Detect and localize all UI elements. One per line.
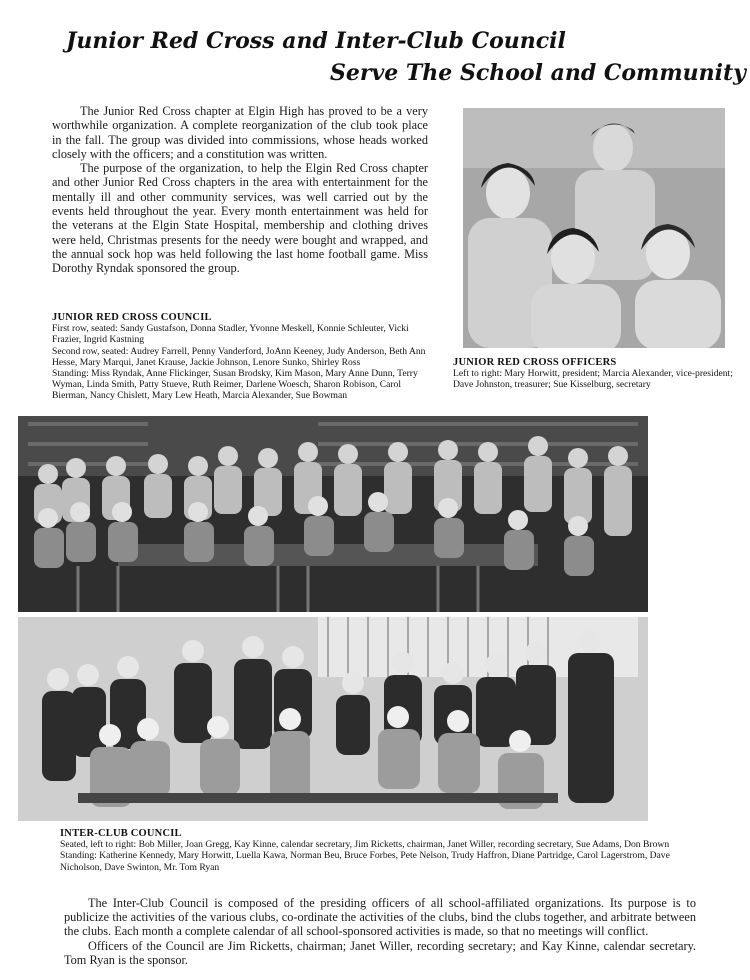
intro-paragraph-2: The purpose of the organization, to help the Elgin Red Cross chapter and other Junior Red Cross chapters in the area with entertainment for the mentally ill and other community services, was well carried out by the events held throughout the year. Every month entertainment was held for the veterans at the Elgin State Hospital, membership and clothing drives were held, Christmas presents for the needy were bought and wrapped, and the annual sock hop was held following the last home football game. Miss Dorothy Ryndak sponsored the group. (52, 161, 428, 276)
officers-caption-heading: JUNIOR RED CROSS OFFICERS (453, 357, 617, 368)
page-title-line-2: Serve The School and Community (330, 60, 746, 86)
inter-club-caption (60, 828, 698, 873)
officers-photo (463, 108, 725, 348)
council-caption-row-1: First row, seated: Sandy Gustafson, Donna Stadler, Yvonne Meskell, Konnie Schleuter, Vicki Frazier, Ingrid Kastning (52, 323, 409, 346)
inter-club-caption-row-1: Seated, left to right: Bob Miller, Joan Gregg, Kay Kinne, calendar secretary, Jim Ricketts, chairman, Janet Willer, recording secretary, Sue Adams, Don Brown (60, 839, 670, 851)
inter-club-caption-heading: INTER-CLUB COUNCIL (60, 828, 182, 839)
intro-text (52, 104, 428, 276)
council-caption-row-2: Second row, seated: Audrey Farrell, Penny Vanderford, JoAnn Keeney, Judy Anderson, Beth Ann Hesse, Mary Marqui, Janet Krause, Jackie Johnson, Lenore Sunko, Shirley Ross (52, 345, 426, 368)
inter-club-group-photo (18, 617, 648, 821)
page-title-line-1: Junior Red Cross and Inter-Club Council (66, 28, 566, 54)
intro-paragraph-1: The Junior Red Cross chapter at Elgin High has proved to be a very worthwhile organization. A complete reorganization of the club took place in the fall. The group was divided into commissions, whose heads worked closely with the officers; and a constitution was written. (52, 104, 428, 161)
council-caption-row-3: Standing: Miss Ryndak, Anne Flickinger, Susan Brodsky, Kim Mason, Mary Anne Dunn, Terry Wyman, Linda Smith, Patty Stueve, Ruth Reimer, Darlene Woesch, Sharon Robison, Carol Bierman, Nancy Chislett, Mary Lew Heath, Marcia Alexander, Sue Bowman (52, 368, 418, 402)
footer-paragraph-1: The Inter-Club Council is composed of the presiding officers of all school-affiliated organizations. Its purpose is to publicize the activities of the various clubs, co-ordinate the activities of the clubs, bind the clubs together, and arbitrate between the clubs. Each month a complete calendar of all school-sponsored activities is made, so that no meetings will conflict. (64, 896, 696, 939)
council-caption (52, 312, 427, 402)
officers-caption (453, 357, 735, 391)
inter-club-description (64, 896, 696, 967)
footer-paragraph-2: Officers of the Council are Jim Ricketts, chairman; Janet Willer, recording secretary; and Kay Kinne, calendar secretary. Tom Ryan is the sponsor. (64, 938, 696, 967)
council-group-photo (18, 416, 648, 612)
officers-caption-text: Left to right: Mary Horwitt, president; Marcia Alexander, vice-president; Dave Johnston, treasurer; Sue Kisselburg, secretary (453, 368, 733, 391)
inter-club-caption-row-2: Standing: Katherine Kennedy, Mary Horwitt, Luella Kawa, Norman Beu, Bruce Forbes, Pete Nelson, Trudy Haffron, Diane Partridge, Carol Lagerstrom, Dave Nicholson, Dave Swinton, Mr. Tom Ryan (60, 850, 670, 873)
council-caption-heading: JUNIOR RED CROSS COUNCIL (52, 312, 212, 323)
